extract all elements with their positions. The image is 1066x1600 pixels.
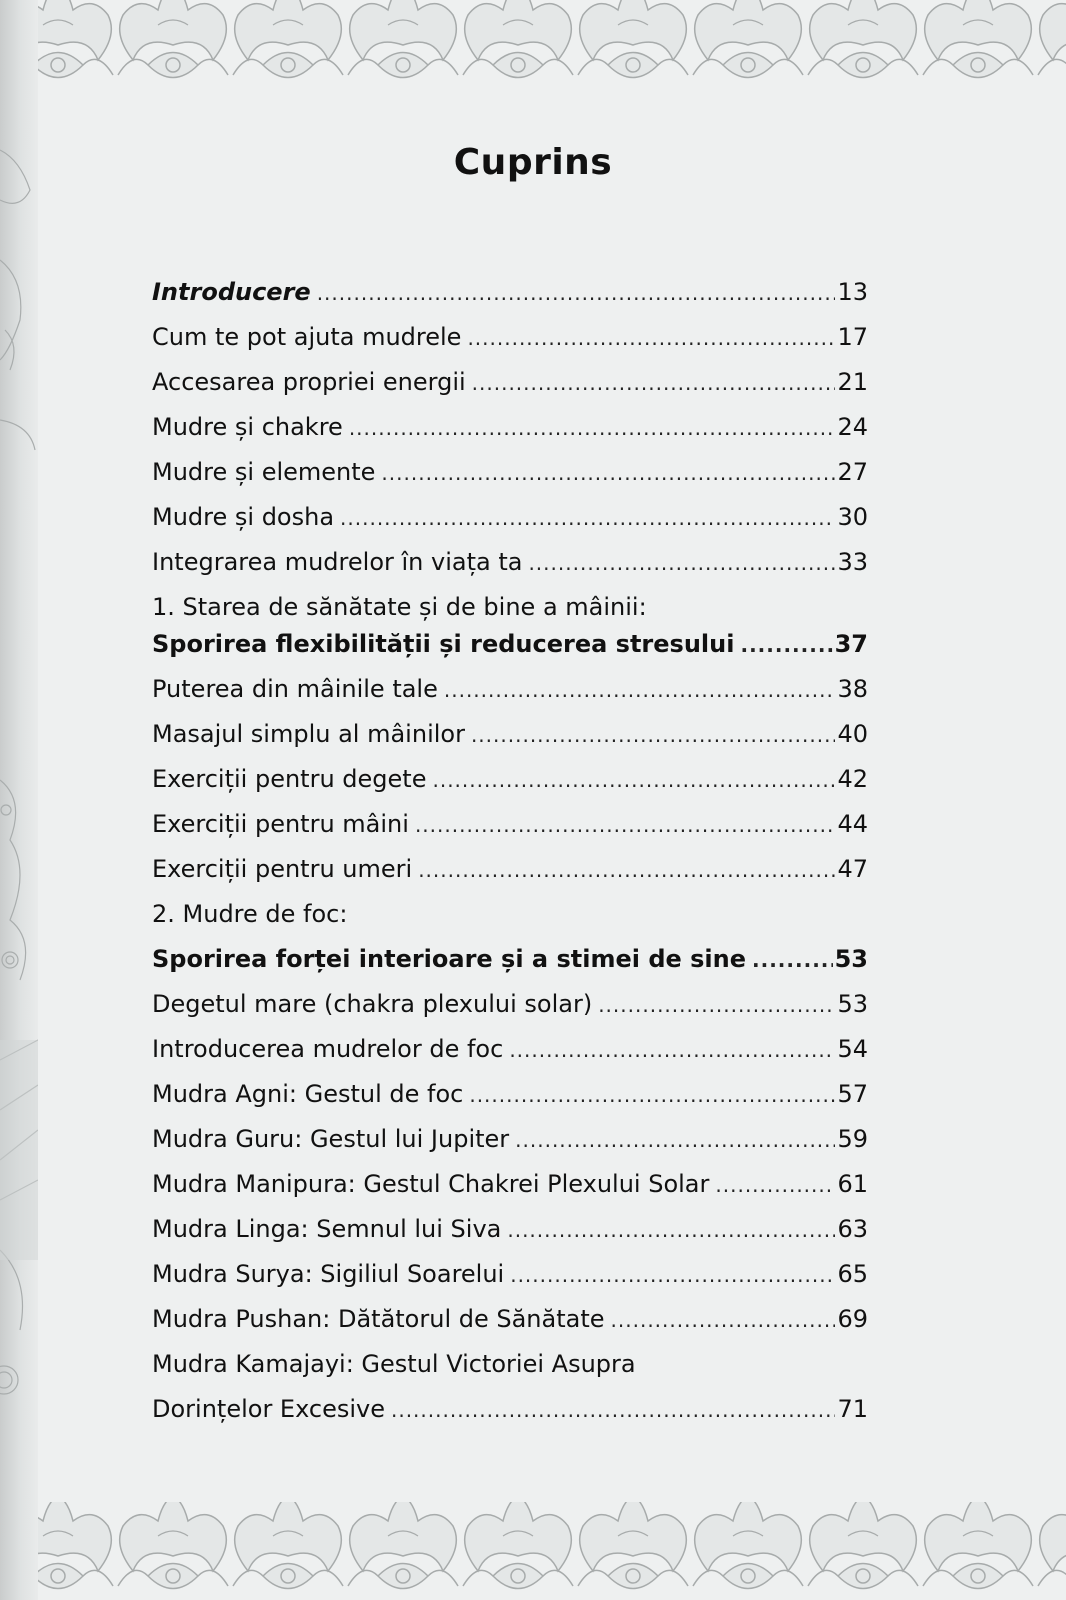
- toc-entry-label: Mudra Surya: Sigiliul Soarelui: [152, 1260, 505, 1288]
- toc-entry[interactable]: [152, 1031, 868, 1067]
- top-ornament-icon: [38, 0, 1066, 92]
- dot-leader: [444, 672, 836, 708]
- dot-leader: [469, 1077, 835, 1113]
- toc-entry-label: Exerciții pentru mâini: [152, 810, 409, 838]
- toc-entry-label: Mudre și chakre: [152, 413, 343, 441]
- dot-leader: [515, 1122, 835, 1158]
- toc-entry[interactable]: [152, 671, 868, 707]
- toc-entry[interactable]: [152, 1391, 868, 1427]
- toc-entry-label: Accesarea propriei energii: [152, 368, 466, 396]
- toc-entry-page: 47: [837, 855, 868, 883]
- toc-entry-label: Mudra Linga: Semnul lui Siva: [152, 1215, 502, 1243]
- chapter-heading[interactable]: 2. Mudre de foc:: [152, 900, 348, 928]
- toc-entry-page: 53: [834, 945, 868, 973]
- toc-entry-label: Dorințelor Excesive: [152, 1395, 385, 1423]
- toc-entry-page: 37: [834, 630, 868, 658]
- toc-entry[interactable]: [152, 986, 868, 1022]
- toc-entry-page: 44: [837, 810, 868, 838]
- dot-leader: [715, 1167, 835, 1203]
- toc-entry[interactable]: [152, 1211, 868, 1247]
- bottom-ornament-icon: [38, 1502, 1066, 1600]
- toc-entry[interactable]: [152, 716, 868, 752]
- toc-entry-page: 27: [837, 458, 868, 486]
- toc-entry-page: 42: [837, 765, 868, 793]
- toc-entry-page: 59: [837, 1125, 868, 1153]
- toc-entry-label: Exerciții pentru umeri: [152, 855, 413, 883]
- toc-entry[interactable]: [152, 364, 868, 400]
- toc-entry-page: 17: [837, 323, 868, 351]
- toc-entry[interactable]: [152, 761, 868, 797]
- toc-entry[interactable]: [152, 544, 868, 580]
- toc-entry-label: Mudra Pushan: Dătătorul de Sănătate: [152, 1305, 605, 1333]
- dot-leader: [528, 545, 835, 581]
- toc-entry-page: 30: [837, 503, 868, 531]
- dot-leader: [611, 1302, 836, 1338]
- toc-entry-label: Puterea din mâinile tale: [152, 675, 438, 703]
- dot-leader: [752, 942, 833, 978]
- toc-entry-label: Mudra Guru: Gestul lui Jupiter: [152, 1125, 510, 1153]
- toc-entry-label: Cum te pot ajuta mudrele: [152, 323, 462, 351]
- dot-leader: [381, 455, 835, 491]
- toc-entry-page: 21: [837, 368, 868, 396]
- toc-entry-label: Mudra Manipura: Gestul Chakrei Plexului Solar: [152, 1170, 710, 1198]
- dot-leader: [510, 1257, 835, 1293]
- dot-leader: [507, 1212, 835, 1248]
- toc-entry[interactable]: [152, 806, 868, 842]
- toc-entry-first-line[interactable]: Mudra Kamajayi: Gestul Victoriei Asupra: [152, 1350, 636, 1378]
- toc-entry[interactable]: [152, 319, 868, 355]
- dot-leader: [317, 275, 836, 311]
- toc-entry-page: 24: [837, 413, 868, 441]
- toc-entry-page: 57: [837, 1080, 868, 1108]
- toc-entry-label: Introducere: [152, 278, 311, 306]
- dot-leader: [340, 500, 835, 536]
- toc-entry-label: Masajul simplu al mâinilor: [152, 720, 465, 748]
- toc-entry[interactable]: [152, 409, 868, 445]
- dot-leader: [509, 1032, 835, 1068]
- dot-leader: [467, 320, 835, 356]
- top-ornamental-border: [38, 0, 1066, 92]
- toc-entry-label: Integrarea mudrelor în viața ta: [152, 548, 523, 576]
- toc-entry[interactable]: [152, 499, 868, 535]
- toc-entry-page: 69: [837, 1305, 868, 1333]
- left-decorative-strip: [0, 0, 38, 1600]
- toc-entry[interactable]: [152, 1256, 868, 1292]
- dot-leader: [740, 627, 832, 663]
- page-title: Cuprins: [453, 142, 613, 183]
- dot-leader: [598, 987, 835, 1023]
- toc-entry-page: 53: [837, 990, 868, 1018]
- toc-entry-page: 38: [837, 675, 868, 703]
- toc-entry-label: Mudre și dosha: [152, 503, 335, 531]
- toc-entry[interactable]: [152, 851, 868, 887]
- toc-entry[interactable]: [152, 274, 868, 310]
- toc-entry-page: 71: [837, 1395, 868, 1423]
- toc-entry-label: Sporirea forței interioare și a stimei de sine: [152, 945, 747, 973]
- toc-entry[interactable]: [152, 626, 868, 662]
- toc-entry-page: 63: [837, 1215, 868, 1243]
- toc-entry-page: 61: [837, 1170, 868, 1198]
- toc-entry-label: Sporirea flexibilității și reducerea stresului: [152, 630, 735, 658]
- dot-leader: [432, 762, 835, 798]
- bottom-ornamental-border: [38, 1502, 1066, 1600]
- toc-entry-label: Introducerea mudrelor de foc: [152, 1035, 504, 1063]
- toc-entry-label: Exerciții pentru degete: [152, 765, 427, 793]
- dot-leader: [472, 365, 836, 401]
- toc-entry-page: 54: [837, 1035, 868, 1063]
- toc-entry-page: 13: [837, 278, 868, 306]
- toc-entry-label: Mudre și elemente: [152, 458, 376, 486]
- dot-leader: [391, 1392, 835, 1428]
- toc-entry-label: Mudra Agni: Gestul de foc: [152, 1080, 464, 1108]
- toc-entry[interactable]: [152, 454, 868, 490]
- dot-leader: [415, 807, 836, 843]
- toc-entry[interactable]: [152, 1076, 868, 1112]
- toc-entry-page: 33: [837, 548, 868, 576]
- dot-leader: [471, 717, 836, 753]
- chapter-heading[interactable]: 1. Starea de sănătate și de bine a mâinii:: [152, 593, 647, 621]
- toc-entry[interactable]: [152, 941, 868, 977]
- toc-entry-page: 65: [837, 1260, 868, 1288]
- dot-leader: [349, 410, 836, 446]
- toc-entry[interactable]: [152, 1121, 868, 1157]
- toc-entry-page: 40: [837, 720, 868, 748]
- toc-entry[interactable]: [152, 1166, 868, 1202]
- left-ornament-icon: [0, 0, 38, 1600]
- toc-entry[interactable]: [152, 1301, 868, 1337]
- toc-entry-label: Degetul mare (chakra plexului solar): [152, 990, 593, 1018]
- dot-leader: [418, 852, 835, 888]
